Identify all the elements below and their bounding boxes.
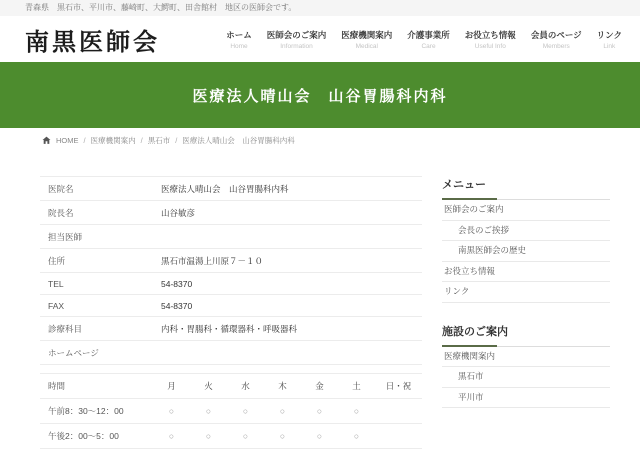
nav-item-label: 医師会のご案内	[266, 29, 327, 40]
nav-item[interactable]	[267, 29, 327, 50]
nav-item[interactable]	[531, 29, 582, 50]
schedule-mark: ○	[338, 399, 375, 424]
sidebar-item[interactable]: 医療機関案内	[442, 347, 610, 368]
clinic-row-label: 担当医師	[40, 225, 153, 249]
nav-item-label: リンク	[596, 29, 622, 40]
schedule-header-cell: 日・祝	[375, 374, 422, 399]
breadcrumb-item: 医療法人晴山会 山谷胃腸科内科	[182, 135, 295, 145]
sidebar-item[interactable]: 黒石市	[442, 367, 610, 388]
schedule-header-cell: 土	[338, 374, 375, 399]
nav-item-sublabel: Link	[603, 42, 616, 50]
clinic-detail	[40, 176, 422, 449]
schedule-header-cell: 月	[153, 374, 190, 399]
sidebar-section-title: 施設のご案内	[442, 323, 610, 347]
nav-item-sublabel: Information	[280, 42, 313, 50]
sidebar-item[interactable]: 南黒医師会の歴史	[442, 241, 610, 262]
sidebar-item[interactable]: 医師会のご案内	[442, 200, 610, 221]
schedule-mark	[375, 424, 422, 449]
schedule-mark: ○	[153, 399, 190, 424]
clinic-row-label: FAX	[40, 295, 153, 317]
clinic-table-row	[40, 273, 422, 295]
schedule-mark: ○	[153, 424, 190, 449]
nav-item-sublabel: Medical	[355, 42, 378, 50]
clinic-table-row	[40, 249, 422, 273]
schedule-mark: ○	[227, 399, 264, 424]
schedule-mark: ○	[264, 399, 301, 424]
clinic-table-row	[40, 295, 422, 317]
schedule-mark: ○	[227, 424, 264, 449]
sidebar-item[interactable]: 会長のご挨拶	[442, 221, 610, 242]
nav-item[interactable]	[407, 29, 450, 50]
nav-item-sublabel: Members	[542, 42, 570, 50]
schedule-mark	[375, 399, 422, 424]
clinic-row-value: 54-8370	[153, 273, 422, 295]
sidebar-item[interactable]: リンク	[442, 282, 610, 303]
hero-banner	[0, 62, 640, 128]
sidebar-section	[442, 323, 610, 409]
sidebar-item[interactable]: 平川市	[442, 388, 610, 409]
clinic-row-label: TEL	[40, 273, 153, 295]
main-area	[0, 152, 640, 449]
breadcrumb-separator: /	[175, 135, 178, 145]
clinic-row-value	[153, 225, 422, 249]
nav-item[interactable]	[597, 29, 622, 50]
sidebar	[442, 176, 610, 449]
nav-item-label: お役立ち情報	[464, 29, 516, 40]
schedule-time: 午後2：00～5：00	[40, 424, 153, 449]
nav-item-label: 会員のページ	[530, 29, 582, 40]
schedule-header-cell: 水	[227, 374, 264, 399]
home-icon[interactable]	[42, 136, 51, 145]
clinic-row-label: 医院名	[40, 177, 153, 201]
clinic-row-value	[153, 341, 422, 365]
clinic-row-label: 診療科目	[40, 317, 153, 341]
breadcrumb-separator: /	[140, 135, 143, 145]
clinic-table-row	[40, 341, 422, 365]
nav-item-sublabel: Home	[230, 42, 248, 50]
nav-item[interactable]	[465, 29, 516, 50]
breadcrumb	[0, 128, 640, 152]
clinic-row-label: 住所	[40, 249, 153, 273]
breadcrumb-item[interactable]: 黒石市	[147, 135, 171, 145]
clinic-row-value: 山谷敏彦	[153, 201, 422, 225]
region-tagline: 青森県 黒石市、平川市、藤崎町、大鰐町、田舎館村 地区の医師会です。	[0, 0, 640, 16]
page-title: 医療法人晴山会 山谷胃腸科内科	[192, 87, 448, 105]
breadcrumb-separator: /	[83, 135, 86, 145]
nav-item-label: ホーム	[226, 29, 252, 40]
sidebar-section-title: メニュー	[442, 176, 610, 200]
schedule-header-cell: 金	[301, 374, 338, 399]
schedule-mark: ○	[264, 424, 301, 449]
schedule-table	[40, 373, 422, 449]
clinic-table-row	[40, 177, 422, 201]
clinic-table-body	[40, 177, 422, 365]
clinic-row-value: 医療法人晴山会 山谷胃腸科内科	[153, 177, 422, 201]
schedule-mark: ○	[301, 424, 338, 449]
clinic-table-row	[40, 317, 422, 341]
clinic-row-label: 院長名	[40, 201, 153, 225]
sidebar-section	[442, 176, 610, 303]
site-header	[0, 16, 640, 62]
schedule-row	[40, 399, 422, 424]
schedule-table-body	[40, 374, 422, 449]
clinic-row-value: 54-8370	[153, 295, 422, 317]
schedule-header-cell: 火	[190, 374, 227, 399]
schedule-header-row	[40, 374, 422, 399]
nav-item-sublabel: Care	[421, 42, 436, 50]
clinic-table	[40, 176, 422, 365]
schedule-mark: ○	[301, 399, 338, 424]
schedule-row	[40, 424, 422, 449]
clinic-table-row	[40, 225, 422, 249]
schedule-header-cell: 時間	[40, 374, 153, 399]
breadcrumb-item[interactable]: 医療機関案内	[90, 135, 136, 145]
sidebar-item[interactable]: お役立ち情報	[442, 262, 610, 283]
nav-item[interactable]	[341, 29, 392, 50]
schedule-mark: ○	[190, 399, 227, 424]
site-logo[interactable]: 南黒医師会	[25, 26, 160, 56]
main-nav	[226, 29, 622, 50]
breadcrumb-list	[56, 135, 295, 146]
clinic-row-label: ホームページ	[40, 341, 153, 365]
clinic-table-row	[40, 201, 422, 225]
nav-item-label: 医療機関案内	[341, 29, 393, 40]
schedule-time: 午前8：30～12：00	[40, 399, 153, 424]
clinic-row-value: 黒石市温湯上川原７－１０	[153, 249, 422, 273]
nav-item-sublabel: Useful Info	[474, 42, 506, 50]
schedule-mark: ○	[338, 424, 375, 449]
nav-item[interactable]	[226, 29, 252, 50]
breadcrumb-item[interactable]: HOME	[56, 135, 79, 145]
clinic-row-value: 内科・胃腸科・循環器科・呼吸器科	[153, 317, 422, 341]
nav-item-label: 介護事業所	[407, 29, 450, 40]
schedule-mark: ○	[190, 424, 227, 449]
schedule-header-cell: 木	[264, 374, 301, 399]
